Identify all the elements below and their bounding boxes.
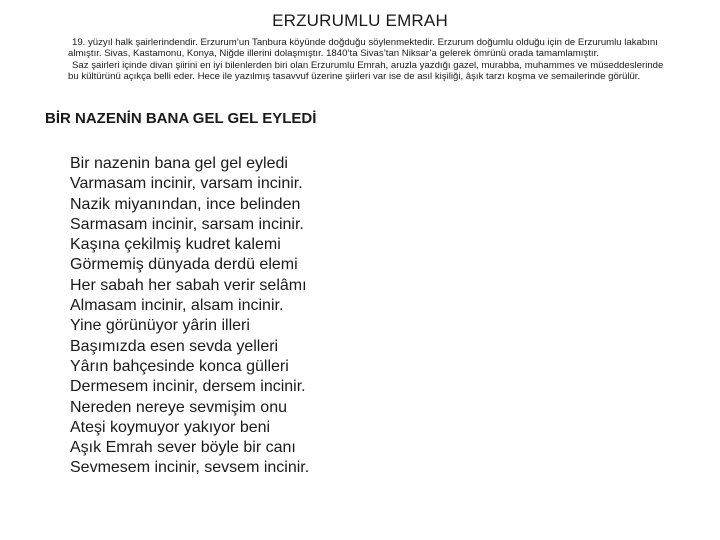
poem-line: Nereden nereye sevmişim onu bbox=[70, 398, 287, 416]
poem-body bbox=[70, 154, 309, 479]
poem-line: Yine görünüyor yârin illeri bbox=[70, 317, 250, 335]
poem-line: Kaşına çekilmiş kudret kalemi bbox=[70, 236, 281, 254]
poem-line: Aşık Emrah sever böyle bir canı bbox=[70, 439, 296, 457]
poem-line: Ateşi koymuyor yakıyor beni bbox=[70, 418, 271, 436]
poem-line: Sarmasam incinir, sarsam incinir. bbox=[70, 215, 304, 233]
page-title: ERZURUMLU EMRAH bbox=[272, 11, 448, 30]
poem-title: BİR NAZENİN BANA GEL GEL EYLEDİ bbox=[45, 110, 317, 127]
poem-line: Her sabah her sabah verir selâmı bbox=[70, 276, 307, 294]
poem-line: Almasam incinir, alsam incinir. bbox=[70, 297, 284, 315]
poem-stanza bbox=[70, 235, 309, 316]
poem-line: Başımızda esen sevda yelleri bbox=[70, 337, 279, 355]
poem-line: Yârın bahçesinde konca gülleri bbox=[70, 357, 289, 375]
poem-line: Görmemiş dünyada derdü elemi bbox=[70, 256, 298, 274]
intro-paragraph: 19. yüzyıl halk şairlerindendir. Erzurum’un Tanbura köyünde doğduğu söylenmektedir. Erzurum doğumlu olduğu için de Erzurumlu lakabını almıştır. Sivas, Kastamonu, Konya, Niğde illerini dolaşmıştır. 1840’ta Sivas’tan Niksar’a gelerek ömrünü orada tamamlamıştır. bbox=[68, 37, 658, 60]
poem-line: Dermesem incinir, dersem incinir. bbox=[70, 378, 306, 396]
poem-stanza bbox=[70, 316, 309, 397]
poem-stanza bbox=[70, 154, 309, 235]
intro-paragraph: Saz şairleri içinde divan şiirini en iyi bilenlerden biri olan Erzurumlu Emrah, aruzla yazdığı gazel, murabba, muhammes ve müseddeslerinde bu kültürünü açıkça belli eder. Hece ile yazılmış tasavvuf üzerine şiirleri var ise de asıl kişiliği, âşık tarzı koşma ve semailerinde görülür. bbox=[68, 59, 664, 83]
poem-line: Bir nazenin bana gel gel eyledi bbox=[70, 155, 288, 172]
poem-line: Varmasam incinir, varsam incinir. bbox=[70, 175, 303, 193]
poem-stanza bbox=[70, 398, 309, 479]
poem-line: Sevmesem incinir, sevsem incinir. bbox=[70, 459, 310, 477]
poem-line: Nazik miyanından, ince belinden bbox=[70, 195, 301, 213]
intro-text bbox=[68, 37, 668, 83]
